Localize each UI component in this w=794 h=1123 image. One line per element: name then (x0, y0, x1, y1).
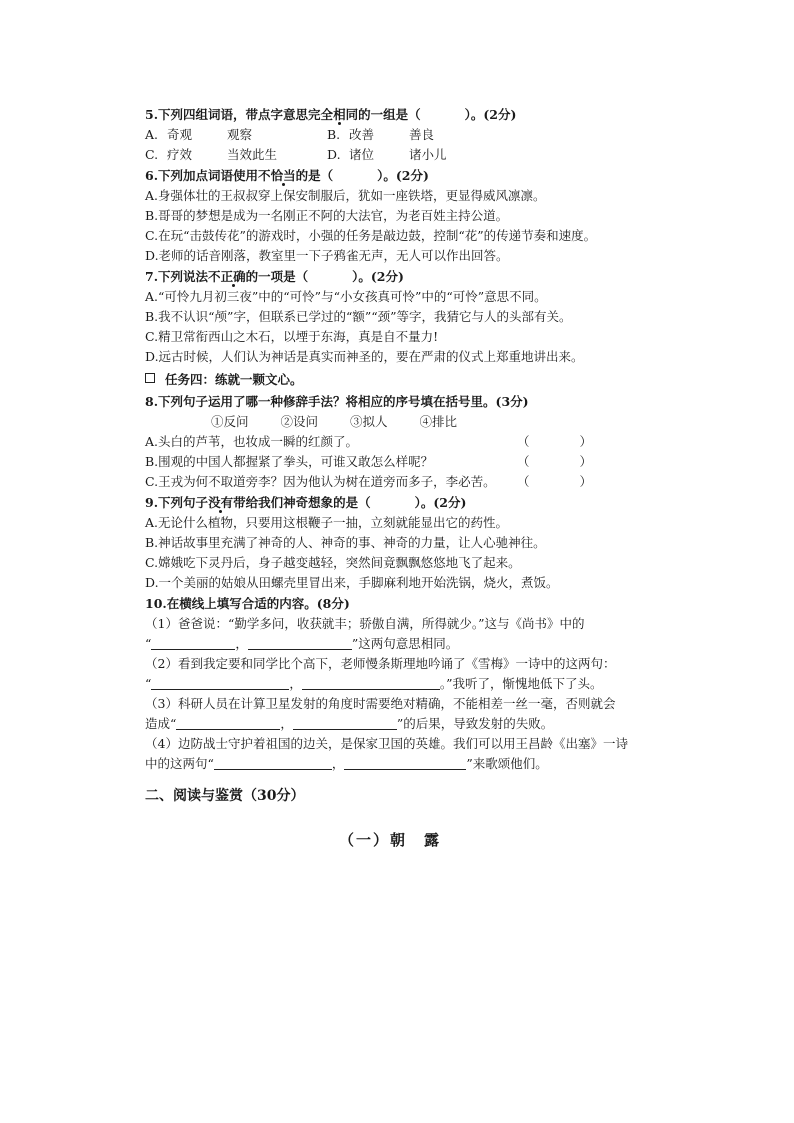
q9-stem-a: 9.下列句子 (145, 495, 209, 510)
q7-stem-b: 的一项是（ (245, 269, 309, 284)
q10-p4-start: 中的这两句“ (145, 756, 214, 771)
q5-stem-dot: 相 (333, 107, 346, 122)
section-two-heading: 二、阅读与鉴赏（30分） (145, 788, 305, 804)
q8-device-2: ②设问 (280, 414, 319, 429)
question-7-stem (145, 267, 635, 287)
q5-opt-b-label: B. (327, 127, 341, 142)
q9-option-a: A.无论什么植物，只要用这根鞭子一抽，立刻就能显出它的药性。 (145, 515, 509, 530)
q10-part1-line1: （1）爸爸说：“勤学多问，收获就丰；骄傲自满，所得就少。”这与《尚书》中的 (145, 616, 585, 631)
task-four-heading (145, 369, 635, 391)
q7-option-a: A.“可怜九月初三夜”中的“可怜”与“小女孩真可怜”中的“可怜”意思不同。 (145, 289, 547, 304)
q10-p3-end: ”的后果，导致发射的失败。 (396, 716, 554, 731)
q10-p1-end: ”这两句意思相同。 (351, 636, 459, 651)
q10-p2-blank-2[interactable] (302, 675, 440, 690)
q5-opt-d-label: D. (327, 147, 341, 162)
q10-p1-blank-2[interactable] (248, 635, 352, 650)
q10-p3-blank-1[interactable] (176, 715, 280, 730)
q10-p3-start: 造成“ (145, 716, 177, 731)
q7-option-c: C.精卫常衔西山之木石，以堙于东海，真是自不量力! (145, 329, 439, 344)
q9-option-b: B.神话故事里充满了神奇的人、神奇的事、神奇的力量，让人心驰神往。 (145, 535, 546, 550)
q8-item-a-text: A.头白的芦苇，也妆成一瞬的红颜了。 (145, 434, 359, 449)
q6-stem-b: 的是（ (295, 168, 334, 183)
q5-opt-d-word2: 诸小儿 (409, 147, 447, 162)
q9-option-d: D.一个美丽的姑娘从田螺壳里冒出来，手脚麻利地开始洗锅，烧火，煮饭。 (145, 575, 559, 590)
q5-options-row2 (145, 145, 635, 165)
q5-stem-b: 同的一组是（ (345, 107, 421, 122)
q5-opt-a-word2: 观察 (227, 127, 253, 142)
q10-p4-comma: ， (331, 756, 345, 771)
q10-part3-line1: （3）科研人员在计算卫星发射的角度时需要绝对精确，不能相差一丝一毫，否则就会 (145, 696, 616, 711)
q10-part2-line1: （2）看到我定要和同学比个高下，老师慢条斯理地吟诵了《雪梅》一诗中的这两句： (145, 656, 616, 671)
checkbox-square-icon (145, 373, 155, 383)
q8-item-a (145, 432, 635, 452)
question-6-stem (145, 166, 635, 186)
q5-opt-b-word2: 善良 (409, 127, 435, 142)
q6-stem-c: ）。(2分) (377, 168, 429, 183)
q8-item-b (145, 452, 635, 472)
q5-stem-a: 5.下列四组词语，带点字意思完全 (145, 107, 334, 122)
q10-p1-blank-1[interactable] (151, 635, 235, 650)
q6-stem-a: 6.下列加点词语使用不 (145, 168, 271, 183)
q5-opt-a-label: A. (145, 127, 159, 142)
q6-option-d: D.老师的话音刚落，教室里一下子鸦雀无声，无人可以作出回答。 (145, 248, 509, 263)
q10-p1-open-quote: “ (145, 636, 152, 651)
q10-p2-comma: ， (289, 676, 302, 691)
q7-option-d: D.远古时候，人们认为神话是真实而神圣的，要在严肃的仪式上郑重地讲出来。 (145, 349, 584, 364)
q7-option-b: B.我不认识“颅”字，但联系已学过的“额”“颈”等字，我猜它与人的头部有关。 (145, 309, 572, 324)
q10-p2-blank-1[interactable] (151, 675, 289, 690)
q7-stem-dot: 正确 (220, 269, 246, 284)
q8-device-4: ④排比 (419, 414, 458, 429)
exam-content (145, 104, 635, 854)
q6-option-c: C.在玩“击鼓传花”的游戏时，小强的任务是敲边鼓，控制“花”的传递节奏和速度。 (145, 228, 597, 243)
q5-opt-c-word1: 疗效 (167, 147, 193, 162)
q5-opt-b-word1: 改善 (349, 127, 375, 142)
q8-item-c-text: C.王戎为何不取道旁李？因为他认为树在道旁而多子，李必苦。 (145, 474, 496, 489)
q10-part3-line2 (145, 714, 635, 734)
q9-stem-dot: 没有 (208, 495, 234, 510)
q10-p2-open-quote: “ (145, 676, 152, 691)
question-5-stem (145, 105, 635, 125)
q9-option-c: C.嫦娥吃下灵丹后，身子越变越轻，突然间竟飘飘悠悠地飞了起来。 (145, 555, 521, 570)
task-four-title: 任务四：练就一颗文心。 (165, 372, 303, 387)
q6-stem-dot: 恰当 (270, 168, 296, 183)
q8-item-a-answer-paren: （ ） (517, 434, 593, 449)
q9-stem-c: ）。(2分) (414, 495, 467, 510)
q10-part1-line2 (145, 634, 635, 654)
q6-option-a: A.身强体壮的王叔叔穿上保安制服后，犹如一座铁塔，更显得威风凛凛。 (145, 188, 546, 203)
q10-part4-line1: （4）边防战士守护着祖国的边关，是保家卫国的英雄。我们可以用王昌龄《出塞》一诗 (145, 736, 628, 751)
q5-stem-c: ）。(2分) (464, 107, 517, 122)
q8-device-3: ③拟人 (350, 414, 388, 429)
q10-p3-blank-2[interactable] (293, 715, 397, 730)
q10-part2-line2 (145, 674, 635, 694)
q5-opt-c-word2: 当效此生 (227, 147, 278, 162)
q7-stem-a: 7.下列说法不 (145, 269, 221, 284)
q5-options-row1 (145, 125, 635, 145)
q9-stem-b: 带给我们神奇想象的是（ (233, 495, 371, 510)
q10-p4-blank-1[interactable] (214, 755, 332, 770)
question-10-stem: 10.在横线上填写合适的内容。(8分) (145, 596, 350, 611)
q5-opt-a-word1: 奇观 (167, 127, 193, 142)
q10-p4-end: ”来歌颂他们。 (466, 756, 548, 771)
q10-p2-end: 。”我听了，惭愧地低下了头。 (439, 676, 603, 691)
q8-item-c (145, 472, 635, 492)
q10-part4-line2 (145, 754, 635, 774)
q7-stem-c: ）。(2分) (352, 269, 404, 284)
question-8-stem: 8.下列句子运用了哪一种修辞手法？将相应的序号填在括号里。(3分) (145, 394, 529, 409)
q5-opt-c-label: C. (145, 147, 159, 162)
q5-opt-d-word1: 诸位 (349, 147, 375, 162)
q10-p4-blank-2[interactable] (344, 755, 466, 770)
q8-rhetoric-devices (145, 412, 635, 432)
q8-item-b-text: B.围观的中国人都握紧了拳头，可谁又敢怎么样呢？ (145, 454, 434, 469)
q8-item-b-answer-paren: （ ） (517, 454, 593, 469)
q8-item-c-answer-paren: （ ） (517, 474, 593, 489)
q10-p1-comma: ， (235, 636, 248, 651)
q8-device-1: ①反问 (211, 414, 249, 429)
q6-option-b: B.哥哥的梦想是成为一名刚正不阿的大法官，为老百姓主持公道。 (145, 208, 509, 223)
reading-passage-title: （一）朝 露 (338, 831, 441, 849)
q10-p3-comma: ， (280, 716, 293, 731)
question-9-stem (145, 493, 635, 513)
